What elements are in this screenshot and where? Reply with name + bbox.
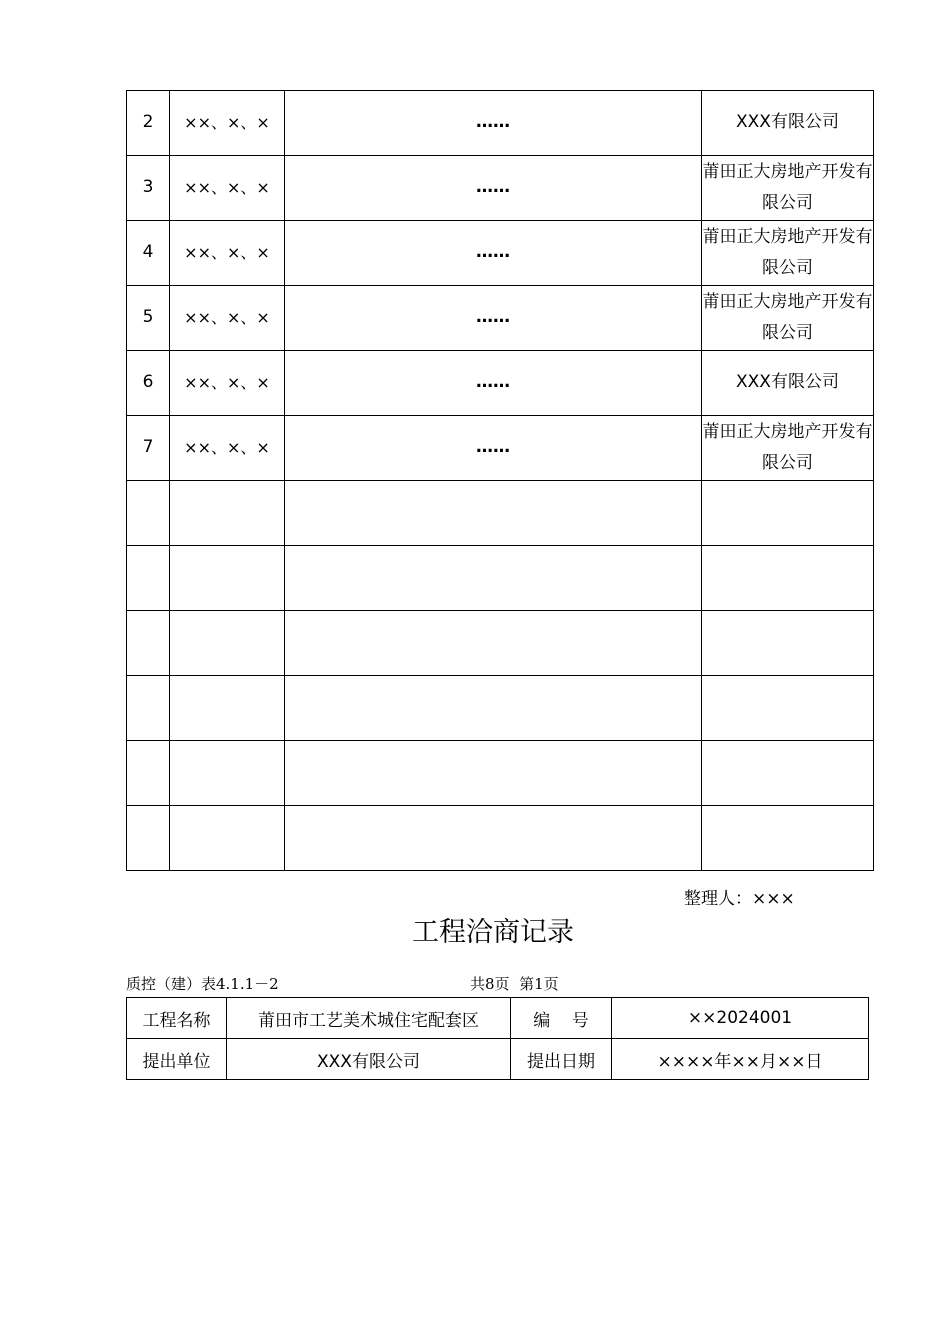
row-unit: XXX有限公司	[702, 351, 874, 416]
project-name-value: 莆田市工艺美术城住宅配套区	[227, 998, 511, 1039]
empty-cell	[127, 611, 170, 676]
row-unit: 莆田正大房地产开发有限公司	[702, 286, 874, 351]
row-code: ××、×、×	[170, 416, 285, 481]
row-content: ……	[285, 91, 702, 156]
row-content: ……	[285, 416, 702, 481]
row-content: ……	[285, 156, 702, 221]
table-row	[127, 156, 874, 221]
table-row	[127, 351, 874, 416]
row-number: 2	[127, 91, 170, 156]
empty-cell	[702, 741, 874, 806]
empty-cell	[702, 481, 874, 546]
empty-cell	[702, 546, 874, 611]
empty-cell	[127, 546, 170, 611]
empty-cell	[170, 611, 285, 676]
empty-cell	[170, 481, 285, 546]
empty-cell	[285, 546, 702, 611]
date-label: 提出日期	[511, 1039, 612, 1080]
row-code: ××、×、×	[170, 286, 285, 351]
row-unit: 莆田正大房地产开发有限公司	[702, 416, 874, 481]
empty-cell	[285, 481, 702, 546]
empty-cell	[702, 806, 874, 871]
page-title: 工程洽商记录	[412, 917, 574, 948]
empty-row	[127, 741, 874, 806]
page-info: 共8页 第1页	[470, 975, 559, 993]
empty-row	[127, 546, 874, 611]
number-label: 编 号	[511, 998, 612, 1039]
empty-cell	[127, 806, 170, 871]
empty-row	[127, 676, 874, 741]
table-row	[127, 416, 874, 481]
number-value: ××2024001	[612, 998, 869, 1039]
table-row	[127, 1039, 869, 1080]
empty-cell	[285, 676, 702, 741]
empty-row	[127, 611, 874, 676]
row-number: 4	[127, 221, 170, 286]
empty-cell	[285, 741, 702, 806]
empty-cell	[702, 611, 874, 676]
row-content: ……	[285, 286, 702, 351]
empty-cell	[170, 806, 285, 871]
row-number: 3	[127, 156, 170, 221]
empty-cell	[170, 741, 285, 806]
empty-cell	[127, 676, 170, 741]
empty-cell	[127, 741, 170, 806]
row-unit: XXX有限公司	[702, 91, 874, 156]
empty-row	[127, 481, 874, 546]
date-value: ××××年××月××日	[612, 1039, 869, 1080]
row-unit: 莆田正大房地产开发有限公司	[702, 156, 874, 221]
form-code: 质控（建）表4.1.1－2	[126, 975, 279, 993]
empty-cell	[127, 481, 170, 546]
row-number: 6	[127, 351, 170, 416]
row-number: 5	[127, 286, 170, 351]
proposer-value: XXX有限公司	[227, 1039, 511, 1080]
table-row	[127, 221, 874, 286]
empty-cell	[702, 676, 874, 741]
empty-cell	[170, 676, 285, 741]
row-content: ……	[285, 221, 702, 286]
row-code: ××、×、×	[170, 221, 285, 286]
table-row	[127, 286, 874, 351]
empty-cell	[170, 546, 285, 611]
row-code: ××、×、×	[170, 351, 285, 416]
row-number: 7	[127, 416, 170, 481]
empty-row	[127, 806, 874, 871]
project-info-table	[126, 997, 869, 1080]
row-code: ××、×、×	[170, 156, 285, 221]
organizer-text: 整理人：×××	[684, 889, 795, 909]
empty-cell	[285, 806, 702, 871]
empty-cell	[285, 611, 702, 676]
row-content: ……	[285, 351, 702, 416]
proposer-label: 提出单位	[127, 1039, 227, 1080]
row-unit: 莆田正大房地产开发有限公司	[702, 221, 874, 286]
table-row	[127, 998, 869, 1039]
record-table	[126, 90, 874, 871]
row-code: ××、×、×	[170, 91, 285, 156]
project-name-label: 工程名称	[127, 998, 227, 1039]
table-row	[127, 91, 874, 156]
